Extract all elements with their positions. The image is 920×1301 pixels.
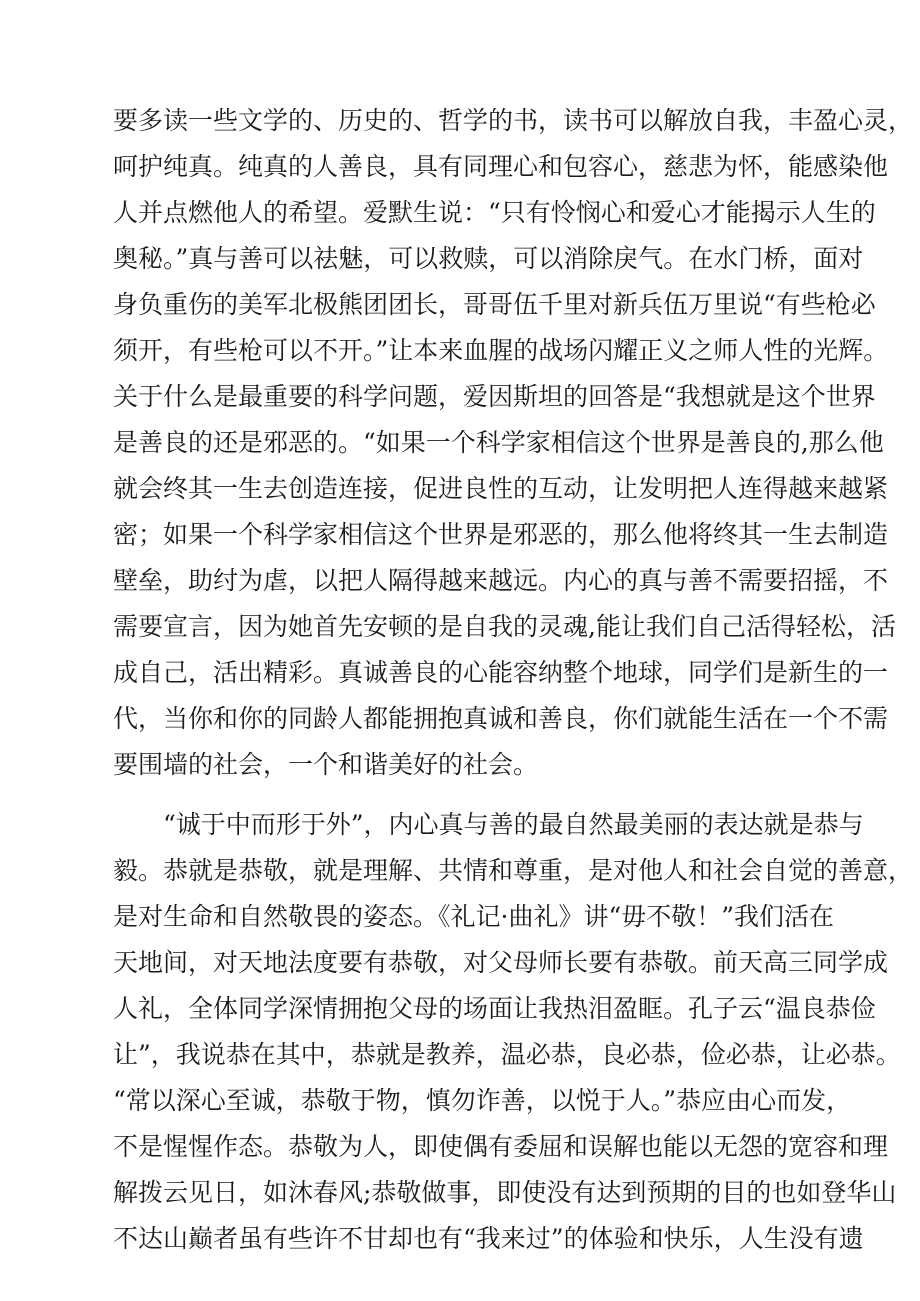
text-line: 不是惺惺作态。恭敬为人，即使偶有委屈和误解也能以无怨的宽容和理 <box>113 1132 889 1161</box>
text-line: 人并点燃他人的希望。爱默生说：“只有怜悯心和爱心才能揭示人生的 <box>113 198 876 227</box>
paragraph-2 <box>113 802 914 1262</box>
text-line: 就会终其一生去创造连接，促进良性的互动，让发明把人连得越来越紧 <box>113 474 889 503</box>
text-line: 奥秘。”真与善可以祛魅，可以救赎，可以消除戾气。在水门桥，面对 <box>113 244 864 273</box>
text-line: 天地间，对天地法度要有恭敬，对父母师长要有恭敬。前天高三同学成 <box>113 948 889 977</box>
text-line: 是对生命和自然敬畏的姿态。《礼记·曲礼》讲“毋不敬！”我们活在 <box>113 902 835 931</box>
text-line: 是善良的还是邪恶的。“如果一个科学家相信这个世界是善良的,那么他 <box>113 428 884 457</box>
text-line: 成自己，活出精彩。真诚善良的心能容纳整个地球，同学们是新生的一 <box>113 658 889 687</box>
text-line: 须开，有些枪可以不开。”让本来血腥的战场闪耀正义之师人性的光辉。 <box>113 336 889 365</box>
text-line: 身负重伤的美军北极熊团团长，哥哥伍千里对新兵伍万里说“有些枪必 <box>113 290 876 319</box>
text-line: 解拨云见日，如沐春风;恭敬做事，即使没有达到预期的目的也如登华山 <box>113 1178 897 1207</box>
paragraph-gap <box>113 788 833 802</box>
text-line: 让”，我说恭在其中，恭就是教养，温必恭，良必恭，俭必恭，让必恭。 <box>113 1040 901 1069</box>
text-line: 壁垒，助纣为虐，以把人隔得越来越远。内心的真与善不需要招摇，不 <box>113 566 889 595</box>
text-line: 人礼，全体同学深情拥抱父母的场面让我热泪盈眶。孔子云“温良恭俭 <box>113 994 876 1023</box>
text-line: 要多读一些文学的、历史的、哲学的书，读书可以解放自我，丰盈心灵， <box>113 106 914 135</box>
text-line: “常以深心至诚，恭敬于物，慎勿诈善，以悦于人。”恭应由心而发， <box>113 1086 852 1115</box>
text-line: 要围墙的社会，一个和谐美好的社会。 <box>113 750 539 779</box>
text-line: 毅。恭就是恭敬，就是理解、共情和尊重，是对他人和社会自觉的善意， <box>113 856 914 885</box>
paragraph-1 <box>113 98 914 788</box>
text-line: 代，当你和你的同龄人都能拥抱真诚和善良，你们就能生活在一个不需 <box>113 704 889 733</box>
text-line: 关于什么是最重要的科学问题，爱因斯坦的回答是“我想就是这个世界 <box>113 382 876 411</box>
text-line: 需要宣言，因为她首先安顿的是自我的灵魂,能让我们自己活得轻松，活 <box>113 612 896 641</box>
text-line: 密；如果一个科学家相信这个世界是邪恶的，那么他将终其一生去制造 <box>113 520 889 549</box>
text-line: 不达山巅者虽有些许不甘却也有“我来过”的体验和快乐，人生没有遗 <box>113 1224 864 1253</box>
text-line: 呵护纯真。纯真的人善良，具有同理心和包容心，慈悲为怀，能感染他 <box>113 152 889 181</box>
text-line: “诚于中而形于外”，内心真与善的最自然最美丽的表达就是恭与 <box>163 810 864 839</box>
body-text <box>113 98 914 1262</box>
